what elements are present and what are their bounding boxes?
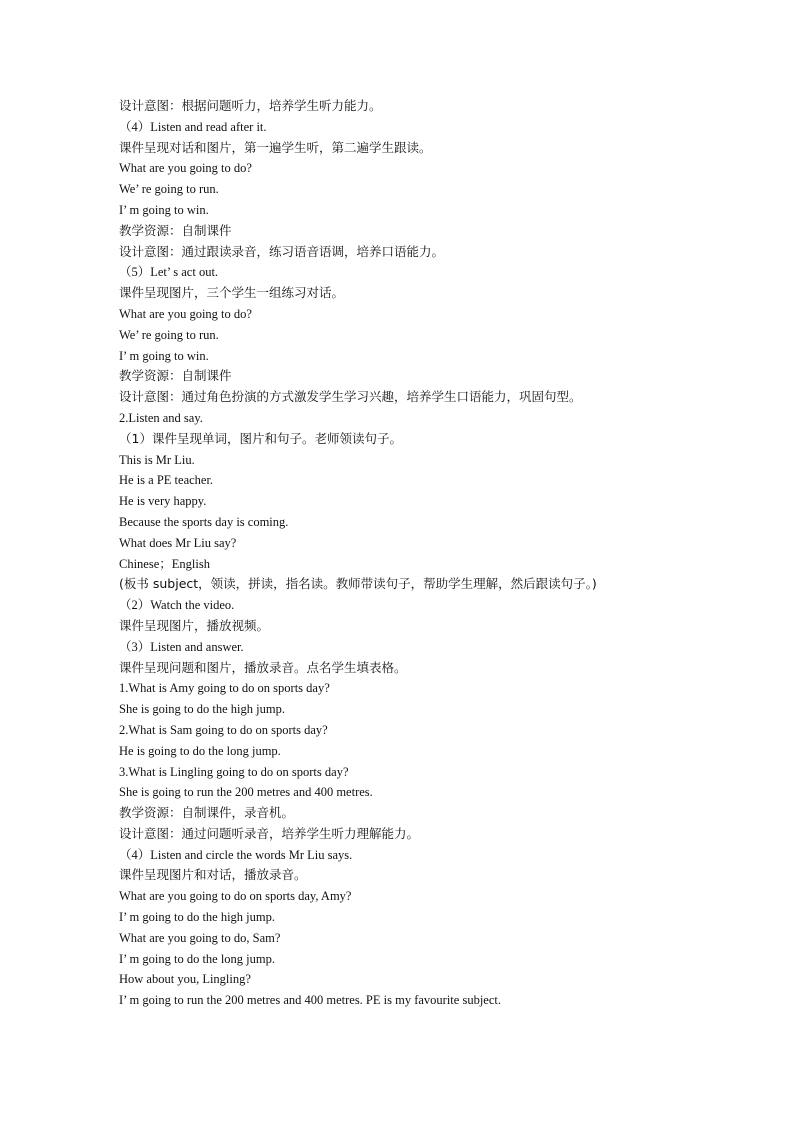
sentence-line: Because the sports day is coming. [119,514,289,529]
answer-line: He is going to do the long jump. [119,743,281,758]
question-line: 1.What is Amy going to do on sports day? [119,681,330,696]
step-heading: （5）Let’ s act out. [119,265,219,280]
sentence-line: What does Mr Liu say? [119,535,237,550]
design-intent-line: 设计意图：通过角色扮演的方式激发学生学习兴趣，培养学生口语能力，巩固句型。 [119,389,582,405]
dialogue-line: I’ m going to run the 200 metres and 400 metres. PE is my favourite subject. [119,993,501,1008]
design-intent-line: 设计意图：根据问题听力，培养学生听力能力。 [119,98,382,113]
dialogue-line: I’ m going to do the high jump. [119,910,276,925]
step-heading: （4）Listen and read after it. [119,119,267,134]
instruction-line: 课件呈现图片，播放视频。 [119,617,270,633]
section-heading: 2.Listen and say. [119,410,203,425]
step-heading: （3）Listen and answer. [119,639,244,654]
design-intent-line: 设计意图：通过问题听录音，培养学生听力理解能力。 [119,825,420,841]
instruction-line: 课件呈现图片和对话，播放录音。 [119,867,307,883]
step-heading: （2）Watch the video. [119,598,235,613]
dialogue-line: What are you going to do? [119,306,252,321]
vocabulary-line: Chinese；English [119,556,210,571]
dialogue-line: How about you, Lingling? [119,972,251,987]
dialogue-line: I’ m going to win. [119,348,209,363]
step-heading: （4）Listen and circle the words Mr Liu says. [119,847,353,862]
instruction-line: 课件呈现问题和图片，播放录音。点名学生填表格。 [119,659,407,675]
step-heading: （1）课件呈现单词，图片和句子。老师领读句子。 [119,430,402,446]
document-body [119,96,679,1011]
dialogue-line: What are you going to do on sports day, Amy? [119,889,352,904]
dialogue-line: What are you going to do, Sam? [119,930,281,945]
design-intent-line: 设计意图：通过跟读录音，练习语音语调，培养口语能力。 [119,243,445,259]
answer-line: She is going to run the 200 metres and 400 metres. [119,785,373,800]
dialogue-line: I’ m going to do the long jump. [119,951,276,966]
sentence-line: This is Mr Liu. [119,452,195,467]
blackboard-note: (板书 subject，领读，拼读，指名读。教师带读句子，帮助学生理解，然后跟读句子。) [119,576,597,592]
dialogue-line: We’ re going to run. [119,182,219,197]
question-line: 3.What is Lingling going to do on sports day? [119,764,349,779]
dialogue-line: What are you going to do? [119,161,252,176]
dialogue-line: I’ m going to win. [119,202,209,217]
question-line: 2.What is Sam going to do on sports day? [119,722,328,737]
resource-line: 教学资源：自制课件 [119,368,232,384]
answer-line: She is going to do the high jump. [119,702,285,717]
instruction-line: 课件呈现对话和图片，第一遍学生听，第二遍学生跟读。 [119,139,432,155]
sentence-line: He is a PE teacher. [119,473,214,488]
dialogue-line: We’ re going to run. [119,327,219,342]
resource-line: 教学资源：自制课件 [119,222,232,238]
resource-line: 教学资源：自制课件，录音机。 [119,805,295,821]
instruction-line: 课件呈现图片，三个学生一组练习对话。 [119,285,345,301]
sentence-line: He is very happy. [119,494,207,509]
